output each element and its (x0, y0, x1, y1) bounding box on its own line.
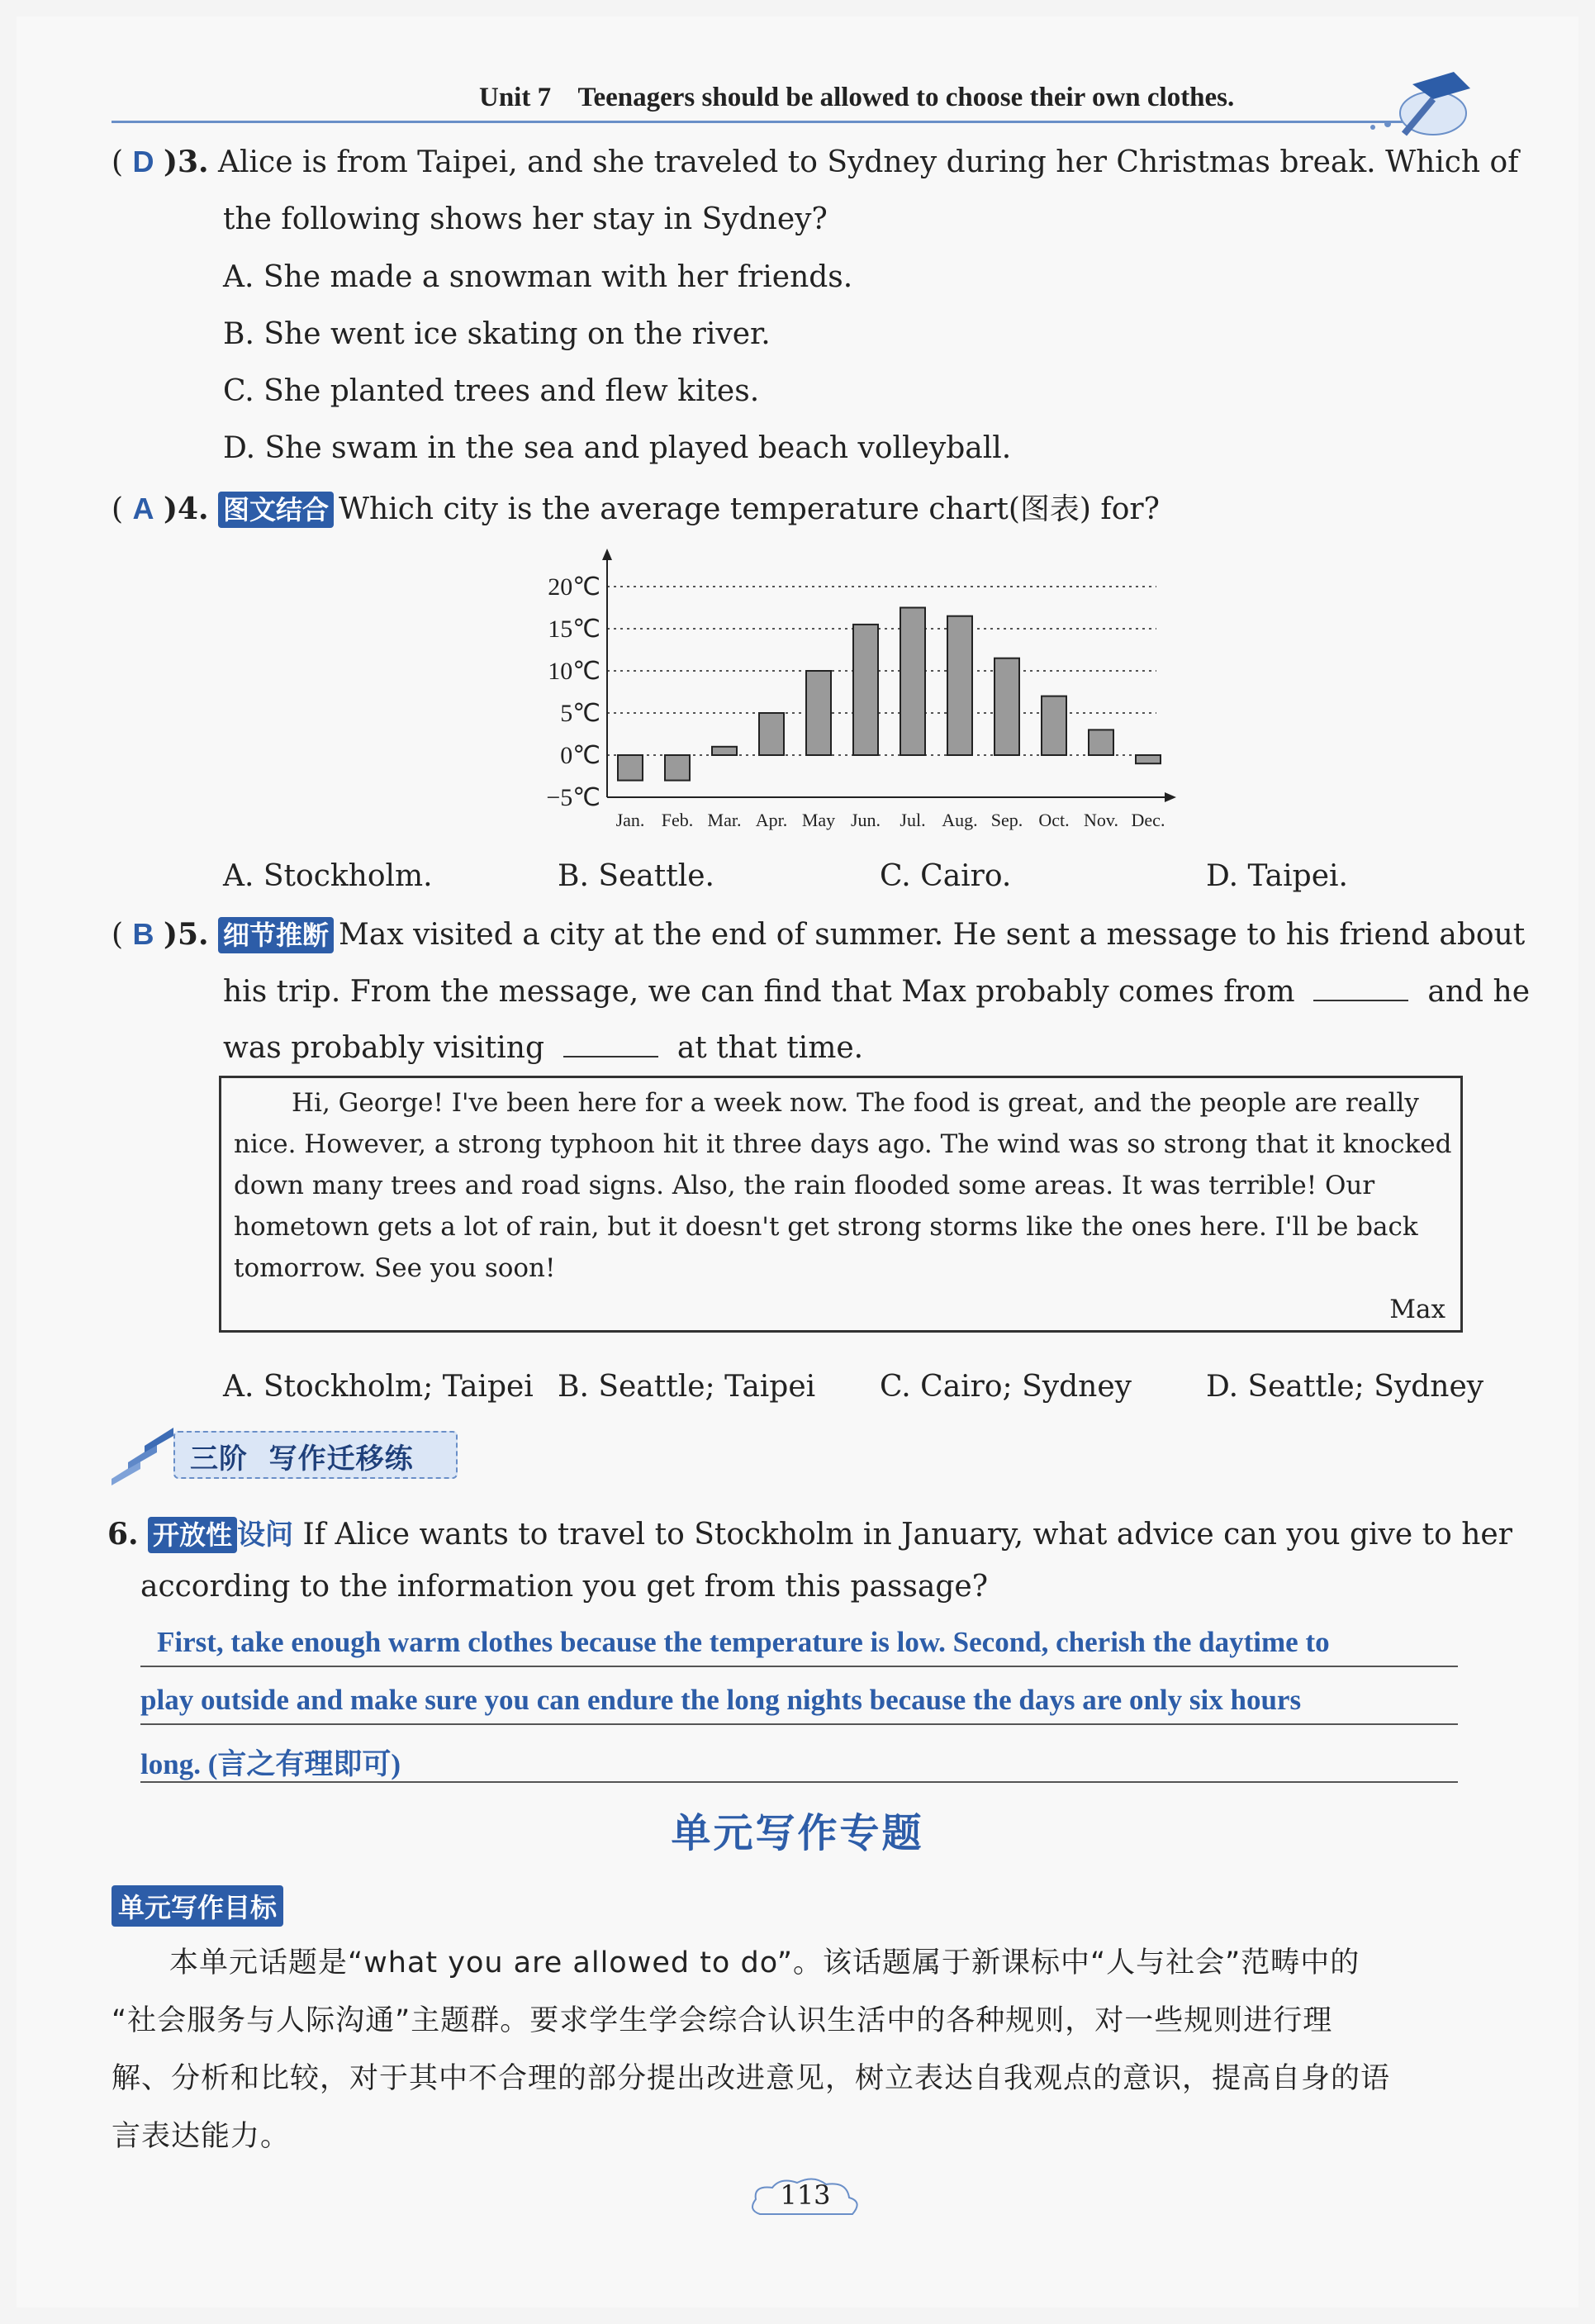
answer-4: A (132, 492, 154, 525)
running-header (479, 83, 1234, 113)
unit-writing-title: 单元写作专题 (671, 1810, 924, 1856)
message-line: Hi, George! I've been here for a week now. The food is great, and the people are really (292, 1088, 1419, 1118)
q5-option-a: A. Stockholm; Taipei (223, 1370, 534, 1404)
goal-line: 解、分析和比较，对于其中不合理的部分提出改进意见，树立表达自我观点的意识，提高自身的语 (112, 2062, 1391, 2095)
x-tick-label: May (801, 810, 836, 830)
y-tick-label: −5℃ (546, 784, 600, 811)
bar (618, 755, 643, 781)
question-5-line1: ( B )5. 细节推断 Max visited a city at the end of summer. He sent a message to his friend about (112, 917, 1526, 952)
x-tick-label: Feb. (661, 810, 694, 830)
q6-answer-line2: play outside and make sure you can endure the long nights because the days are only six hours (140, 1684, 1302, 1716)
header-title: Teenagers should be allowed to choose their own clothes. (577, 83, 1235, 112)
answer-rule (140, 1723, 1458, 1725)
q3-option-d: D. She swam in the sea and played beach volleyball. (223, 431, 1012, 465)
message-line: down many trees and road signs. Also, the rain flooded some areas. It was terrible! Our (234, 1171, 1375, 1200)
y-tick-label: 0℃ (560, 742, 600, 769)
q5-option-c: C. Cairo; Sydney (880, 1370, 1132, 1404)
tag-detail-inference: 细节推断 (218, 917, 334, 953)
x-tick-label: Jul. (900, 810, 926, 830)
y-axis-arrow (602, 549, 612, 560)
x-tick-label: Nov. (1084, 810, 1118, 830)
answer-3: D (132, 145, 154, 178)
answer-rule (140, 1781, 1458, 1783)
y-tick-label: 5℃ (560, 700, 600, 727)
q4-option-c: C. Cairo. (880, 859, 1012, 893)
tag-chart-text: 图文结合 (218, 492, 334, 528)
x-axis-arrow (1165, 792, 1176, 802)
question-3-line2: the following shows her stay in Sydney? (223, 202, 828, 236)
answer-5: B (132, 917, 154, 951)
x-tick-label: Jun. (850, 810, 881, 830)
bar (900, 608, 925, 756)
goal-line: “社会服务与人际沟通”主题群。要求学生学会综合认识生活中的各种规则，对一些规则进行理 (112, 2004, 1333, 2037)
message-line: tomorrow. See you soon! (234, 1253, 556, 1283)
x-tick-label: Dec. (1131, 810, 1165, 830)
q3-option-b: B. She went ice skating on the river. (223, 317, 771, 351)
question-6-line2: according to the information you get from this passage? (140, 1570, 989, 1604)
q5-option-b: B. Seattle; Taipei (558, 1370, 816, 1404)
message-line: hometown gets a lot of rain, but it doesn't get strong storms like the ones here. I'll be back (234, 1212, 1418, 1242)
y-tick-label: 15℃ (548, 615, 600, 643)
y-tick-label: 10℃ (548, 658, 600, 685)
bar (806, 671, 831, 755)
q5-option-d: D. Seattle; Sydney (1206, 1370, 1484, 1404)
blank-1 (1313, 975, 1408, 1001)
section-banner (107, 1421, 471, 1487)
y-tick-label: 20℃ (548, 573, 600, 601)
x-tick-label: Mar. (707, 810, 742, 830)
pencil-cap-icon (1355, 59, 1479, 142)
question-4: ( A )4. 图文结合 Which city is the average temperature chart(图表) for? (112, 492, 1160, 526)
message-box (219, 1076, 1463, 1333)
question-3-line1: ( D )3. Alice is from Taipei, and she traveled to Sydney during her Christmas break. Which of (112, 145, 1519, 179)
x-tick-label: Jan. (615, 810, 645, 830)
blank-2 (563, 1031, 658, 1057)
message-line: nice. However, a strong typhoon hit it three days ago. The wind was so strong that it knocked (234, 1129, 1452, 1159)
bar (712, 747, 737, 755)
bar (1042, 696, 1066, 755)
q6-answer-line1: First, take enough warm clothes because the temperature is low. Second, cherish the daytime to (157, 1626, 1330, 1658)
q4-option-d: D. Taipei. (1206, 859, 1348, 893)
header-rule (112, 121, 1408, 123)
bar (853, 625, 878, 755)
goal-line: 言表达能力。 (112, 2120, 291, 2153)
temperature-chart (512, 545, 1189, 851)
bar (995, 658, 1019, 755)
bar (947, 616, 972, 755)
x-tick-label: Oct. (1038, 810, 1070, 830)
q6-answer-line3: long. (言之有理即可) (140, 1748, 401, 1780)
question-5-line2: his trip. From the message, we can find that Max probably comes from and he (223, 975, 1531, 1009)
writing-goal-label: 单元写作目标 (112, 1885, 283, 1927)
q4-option-a: A. Stockholm. (223, 859, 433, 893)
x-tick-label: Sep. (990, 810, 1023, 830)
question-6-line1: 6. 开放性 设问 If Alice wants to travel to Stockholm in January, what advice can you give to her (107, 1517, 1512, 1552)
section-title: 三阶 写作迁移练 (190, 1442, 414, 1476)
x-tick-label: Aug. (942, 810, 978, 830)
bar (665, 755, 690, 781)
page (17, 17, 1578, 2307)
message-signature: Max (1389, 1295, 1445, 1324)
tag-open: 开放性 (148, 1517, 237, 1553)
header-unit: Unit 7 (479, 83, 552, 112)
answer-rule (140, 1666, 1458, 1667)
q3-option-a: A. She made a snowman with her friends. (223, 260, 853, 294)
q3-option-c: C. She planted trees and flew kites. (223, 374, 760, 408)
q4-option-b: B. Seattle. (558, 859, 714, 893)
page-number: 113 (780, 2179, 831, 2211)
question-5-line3: was probably visiting at that time. (223, 1031, 864, 1065)
bar (759, 713, 784, 755)
goal-line: 本单元话题是“what you are allowed to do”。该话题属于新课标中“人与社会”范畴中的 (169, 1946, 1360, 1979)
bar (1136, 755, 1161, 763)
x-tick-label: Apr. (755, 810, 788, 830)
bar (1089, 730, 1113, 755)
